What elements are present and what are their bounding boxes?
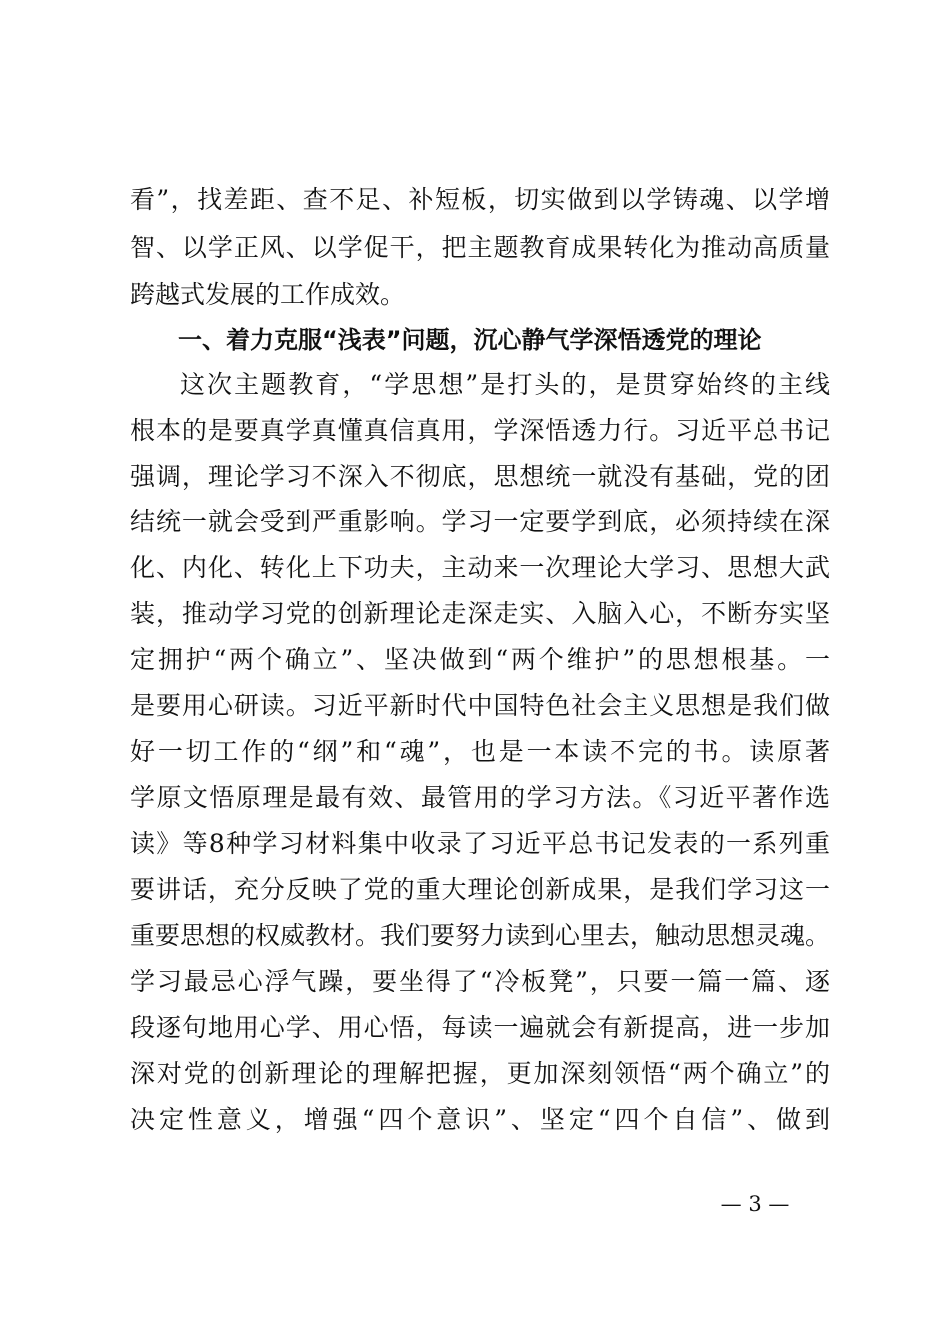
text-line: 这次主题教育，“学思想”是打头的，是贯穿始终的主线	[180, 370, 830, 399]
text-line: 结统一就会受到严重影响。学习一定要学到底，必须持续在深	[130, 507, 830, 536]
text-line: 智、以学正风、以学促干，把主题教育成果转化为推动高质量	[130, 233, 830, 262]
text-line: 深对党的创新理论的理解把握，更加深刻领悟“两个确立”的	[130, 1059, 830, 1088]
page-number: — 3 —	[720, 1192, 790, 1216]
text-line: 学习最忌心浮气躁，要坐得了“冷板凳”，只要一篇一篇、逐	[130, 967, 830, 996]
text-line: 是要用心研读。习近平新时代中国特色社会主义思想是我们做	[130, 691, 830, 720]
text-line: 要讲话，充分反映了党的重大理论创新成果，是我们学习这一	[130, 875, 830, 904]
text-line: 好一切工作的“纲”和“魂”，也是一本读不完的书。读原著	[130, 737, 830, 766]
text-line: 读》等8种学习材料集中收录了习近平总书记发表的一系列重	[130, 829, 830, 858]
section-heading: 一、着力克服“浅表”问题，沉心静气学深悟透党的理论	[178, 326, 762, 354]
text-line: 学原文悟原理是最有效、最管用的学习方法。《习近平著作选	[130, 783, 830, 812]
text-line: 根本的是要真学真懂真信真用，学深悟透力行。习近平总书记	[130, 416, 830, 445]
text-line: 强调，理论学习不深入不彻底，思想统一就没有基础，党的团	[130, 462, 830, 491]
text-line: 定拥护“两个确立”、坚决做到“两个维护”的思想根基。一	[130, 645, 830, 674]
text-line: 化、内化、转化上下功夫，主动来一次理论大学习、思想大武	[130, 553, 830, 582]
text-line: 跨越式发展的工作成效。	[130, 280, 406, 309]
text-line: 重要思想的权威教材。我们要努力读到心里去，触动思想灵魂。	[130, 921, 831, 950]
text-line: 装，推动学习党的创新理论走深走实、入脑入心，不断夯实坚	[130, 599, 830, 628]
text-line: 看”，找差距、查不足、补短板，切实做到以学铸魂、以学增	[130, 185, 830, 214]
text-line: 决定性意义，增强“四个意识”、坚定“四个自信”、做到	[130, 1105, 831, 1134]
text-line: 段逐句地用心学、用心悟，每读一遍就会有新提高，进一步加	[130, 1013, 830, 1042]
